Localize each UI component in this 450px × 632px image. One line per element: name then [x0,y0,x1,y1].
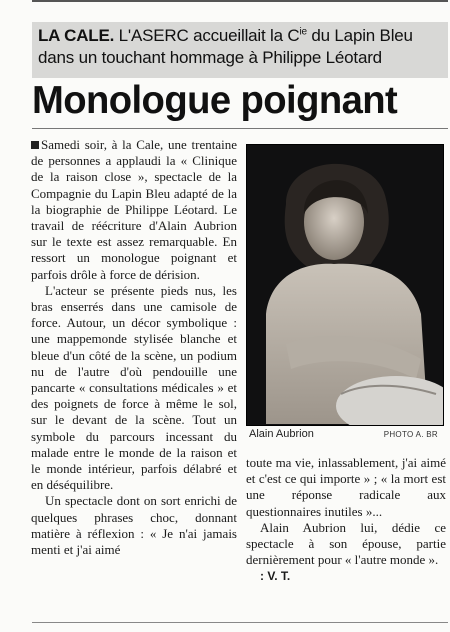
kicker-text-2: du Lapin Bleu dans un touchant hommage à Philippe Léotard [38,26,413,67]
paragraph: Un spectacle dont on sort enrichi de quelques phrases choc, donnant matière à réflexion : « Je n'ai jamais menti et j'ai aimé [31,493,237,558]
kicker [38,25,443,69]
paragraph: L'acteur se présente pieds nus, les bras enserrés dans une camisole de force. Autour, un décor symbolique : une mappemonde stylisée blanche et bleue d'un côté de la scène, un podium nu de l'autre d'où pendouille une pancarte « consultations médicales » et des poignets de force à même le sol, sur le devant de la scène. Tout un symbole du parcours incessant du malade entre le monde de la raison et le monde intérieur, parfois délabré et en déséquilibre. [31,282,237,493]
photo-caption: Alain Aubrion [249,428,314,440]
headline: Monologue poignant [32,79,398,122]
paragraph: Alain Aubrion lui, dédie ce spectacle à son épouse, partie dernièrement pour « l'autre monde ». [246,519,446,568]
signature-line [246,568,446,584]
signature: : V. T. [260,569,291,584]
top-rule [32,0,448,2]
paragraph-text: Samedi soir, à la Cale, une trentaine de personnes a applaudi la « Clinique de la raison close », spectacle de la Compagnie du Lapin Bleu adapté de la la biographie de Philippe Léotard. Le travail de réécriture d'Alain Aubrion sur le texte est assez remarquable. En ressort un monologue poignant et parfois drôle à force de dérision. [31,137,237,282]
paragraph: toute ma vie, inlassablement, j'ai aimé et c'est ce qui importe » ; « la mort est une réponse radicale aux questionnaires inutiles »... [246,455,446,519]
bottom-rule [32,622,448,623]
photo-credit: PHOTO A. BR [383,430,438,439]
article-photo [246,144,444,426]
article-column-right [246,455,446,585]
kicker-place: LA CALE. [38,26,115,45]
headline-rule [32,128,448,129]
kicker-text-1: L'ASERC accueillait la C [114,26,300,45]
kicker-sup: ie [299,26,307,38]
bullet-square-icon [31,141,39,149]
article-column-left [31,137,237,558]
paragraph [31,137,237,283]
portrait-image [246,144,444,426]
